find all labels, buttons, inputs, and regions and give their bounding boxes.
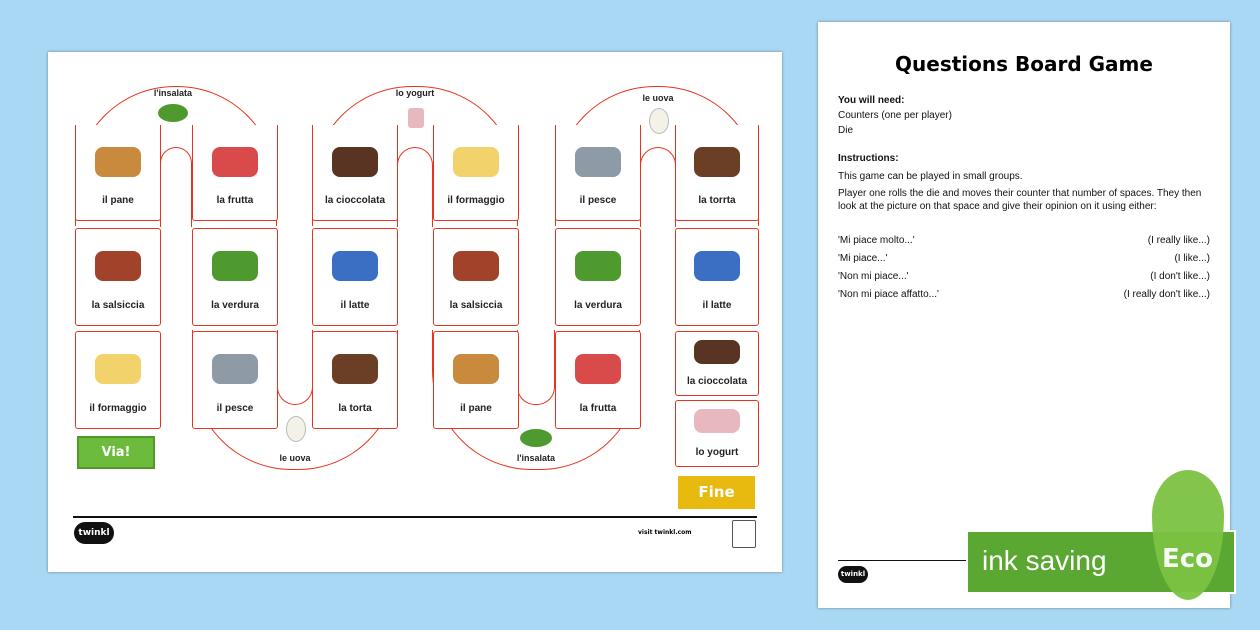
- phrase-italian: 'Mi piace...': [838, 253, 888, 264]
- food-picture-icon: [95, 354, 141, 384]
- salad-icon: [158, 104, 188, 122]
- food-picture-icon: [453, 354, 499, 384]
- phrase-italian: 'Non mi piace affatto...': [838, 289, 939, 300]
- food-picture-icon: [212, 354, 258, 384]
- arch-gap: [277, 330, 313, 405]
- board-space: [555, 228, 641, 326]
- food-picture-icon: [694, 409, 740, 433]
- food-picture-icon: [694, 251, 740, 281]
- salad-icon: [520, 429, 552, 447]
- board-space: [75, 331, 161, 429]
- arch-gap: [640, 147, 676, 227]
- board-space: [192, 331, 278, 429]
- board-space: [555, 125, 641, 221]
- board-space: [675, 228, 759, 326]
- space-label: la verdura: [211, 300, 259, 311]
- phrase-english: (I really don't like...): [1123, 289, 1210, 300]
- phrase-english: (I like...): [1174, 253, 1210, 264]
- food-picture-icon: [212, 147, 258, 177]
- finish-button[interactable]: Fine: [678, 476, 755, 509]
- footer-link[interactable]: visit twinkl.com: [638, 529, 692, 536]
- arch-gap: [397, 147, 433, 227]
- space-label: la verdura: [574, 300, 622, 311]
- need-item: Die: [838, 125, 854, 136]
- phrase-english: (I don't like...): [1150, 271, 1210, 282]
- wedge-insalata: l'insalata: [153, 88, 193, 98]
- instructions-title: Questions Board Game: [895, 52, 1153, 76]
- food-picture-icon: [575, 147, 621, 177]
- space-label: il pane: [460, 403, 492, 414]
- space-label: il formaggio: [89, 403, 147, 414]
- egg-icon: [649, 108, 669, 134]
- space-label: il pane: [102, 195, 134, 206]
- need-heading: You will need:: [838, 95, 905, 106]
- phrase-italian: 'Non mi piace...': [838, 271, 909, 282]
- space-label: la frutta: [216, 195, 254, 206]
- yogurt-icon: [408, 108, 424, 128]
- board-space: [312, 125, 398, 221]
- space-label: la torta: [338, 403, 372, 414]
- space-label: lo yogurt: [695, 447, 739, 458]
- board-game-sheet: [48, 52, 782, 572]
- twinkl-logo: twinkl: [838, 566, 868, 583]
- space-label: la frutta: [579, 403, 617, 414]
- space-label: la cioccolata: [324, 195, 386, 206]
- board-space: [675, 331, 759, 396]
- need-item: Counters (one per player): [838, 110, 952, 121]
- phrase-english: (I really like...): [1147, 235, 1210, 246]
- board-space: [433, 125, 519, 221]
- instructions-p2: Player one rolls the die and moves their counter that number of spaces. They then look at the picture on that space and give their opinion on it using either:: [838, 188, 1202, 212]
- twinkl-logo: twinkl: [74, 522, 114, 544]
- egg-icon: [286, 416, 306, 442]
- space-label: la cioccolata: [686, 376, 748, 387]
- board-space: [192, 228, 278, 326]
- food-picture-icon: [453, 251, 499, 281]
- food-picture-icon: [332, 251, 378, 281]
- space-label: la salsiccia: [91, 300, 145, 311]
- phrase-row: [838, 252, 1210, 265]
- space-label: il latte: [702, 300, 732, 311]
- food-picture-icon: [575, 251, 621, 281]
- space-label: la salsiccia: [449, 300, 503, 311]
- space-label: il latte: [340, 300, 370, 311]
- board-space: [555, 331, 641, 429]
- space-label: il pesce: [579, 195, 617, 206]
- food-picture-icon: [95, 147, 141, 177]
- eco-label: Eco: [1162, 544, 1214, 574]
- food-picture-icon: [212, 251, 258, 281]
- food-picture-icon: [453, 147, 499, 177]
- food-picture-icon: [332, 354, 378, 384]
- board-space: [75, 125, 161, 221]
- food-picture-icon: [575, 354, 621, 384]
- phrase-italian: 'Mi piace molto...': [838, 235, 915, 246]
- quality-badge-icon: [732, 520, 756, 548]
- food-picture-icon: [694, 340, 740, 364]
- food-picture-icon: [694, 147, 740, 177]
- phrase-row: [838, 270, 1210, 283]
- instructions-heading: Instructions:: [838, 153, 899, 164]
- board-space: [312, 228, 398, 326]
- board-space: [192, 125, 278, 221]
- board-space: [433, 228, 519, 326]
- footer-divider: [73, 516, 757, 518]
- board-space: [433, 331, 519, 429]
- food-picture-icon: [95, 251, 141, 281]
- space-label: la torrta: [698, 195, 736, 206]
- start-button[interactable]: Via!: [77, 436, 155, 469]
- phrase-row: [838, 288, 1210, 301]
- eco-badge-text: ink saving: [982, 545, 1107, 576]
- food-picture-icon: [332, 147, 378, 177]
- wedge-uova: le uova: [279, 453, 311, 463]
- wedge-yogurt: lo yogurt: [395, 88, 435, 98]
- arch-gap: [517, 330, 555, 405]
- space-label: il pesce: [216, 403, 254, 414]
- wedge-insalata: l'insalata: [516, 453, 556, 463]
- space-label: il formaggio: [447, 195, 505, 206]
- board-space: [675, 400, 759, 467]
- board-space: [312, 331, 398, 429]
- wedge-uova: le uova: [642, 93, 674, 103]
- phrase-row: [838, 234, 1210, 247]
- instructions-p1: This game can be played in small groups.: [838, 171, 1023, 182]
- board-space: [75, 228, 161, 326]
- arch-gap: [160, 147, 192, 227]
- board-space: [675, 125, 759, 221]
